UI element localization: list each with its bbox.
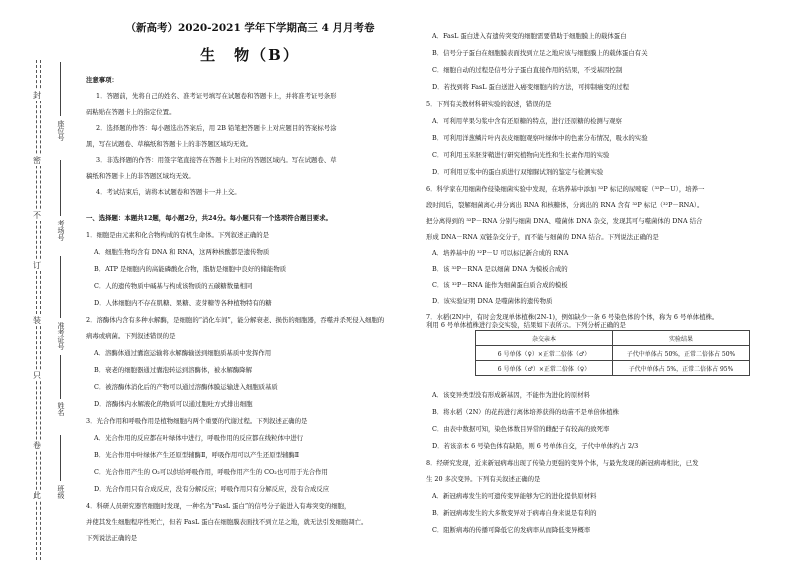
option-line: C．可利用玉米胚芽鞘进行研究植物向光性和生长素作用的实验: [432, 151, 610, 159]
table-cell: 6 号单体（♂）×正常二倍体（♀）: [476, 361, 613, 376]
table-cell: 子代中单体占 5%，正常二倍体占 95%: [613, 361, 750, 376]
option-line: D．该实验证明 DNA 是噬菌体的遗传物质: [432, 297, 553, 305]
admission-number-label: 准考证号: [57, 322, 65, 350]
table-row: [476, 361, 750, 376]
option-line: C．细胞自动的过程是信号分子蛋白直接作用的结果，不受基因控制: [432, 66, 623, 74]
option-line: D．可利用豆浆中的蛋白质进行双缩脲试剂的鉴定与检测实验: [432, 168, 604, 176]
note-line: 3．非选择题的作答：用签字笔直接答在答题卡上对应的答题区域内。写在试题卷、草: [96, 156, 337, 164]
option-line: C．人的遗传物质中碱基与构成该物质的五碳糖数量相同: [94, 282, 253, 290]
option-line: B．新冠病毒发生的大多数变异对于病毒自身来说是有利的: [432, 509, 597, 517]
binding-margin: [14, 60, 76, 560]
class-label: 班级: [57, 485, 65, 499]
table-cell: 6 号单体（♀）×正常二倍体（♂）: [476, 346, 613, 361]
table-header-cell: 杂交亲本: [476, 331, 613, 346]
note-line: 黑，写在试题卷、草稿纸和答题卡上的非答题区域均无效。: [86, 140, 253, 148]
name-line[interactable]: [60, 355, 61, 399]
question-line: 把分离得到的 ³²P－RNA 分别与细菌 DNA、噬菌体 DNA 杂交，发现其可与噬菌体的 DNA 结合: [426, 217, 703, 225]
section-heading: 一、选择题：本题共12题，每小题2分，共24分。每小题只有一个选项符合题目要求。: [86, 214, 332, 222]
question-line: 生 20 多次变异。下列有关叙述正确的是: [426, 475, 541, 483]
option-line: A．FasL 蛋白进入有遗传突变的细胞需要借助于细胞膜上的载体蛋白: [432, 32, 627, 40]
question-line: 利用 6 号单体植株进行杂交实验，结果如下表所示。下列分析正确的是: [426, 321, 626, 329]
seat-number-line[interactable]: [60, 62, 61, 116]
option-line: C．被溶酶体消化后的产物可以通过溶酶体膜运输进入细胞质基质: [94, 383, 278, 391]
question-line: 3．光合作用和呼吸作用是植物细胞内两个重要的代谢过程。下列叙述正确的是: [86, 417, 308, 425]
option-line: D．溶酶体内水解液化的物质可以通过胞吐方式排出细胞: [94, 400, 253, 408]
option-line: B．信号分子蛋白在细胞膜表面找到立足之地应该与细胞膜上的载体蛋白有关: [432, 49, 648, 57]
seal-char: 订: [33, 261, 41, 270]
note-line: 2．选择题的作答：每小题选出答案后，用 2B 铅笔把答题卡上对应题目的答案标号涂: [96, 124, 337, 132]
class-line[interactable]: [60, 435, 61, 481]
option-line: A．光合作用的反应都在叶绿体中进行，呼吸作用的反应都在线粒体中进行: [94, 434, 304, 442]
option-line: B．该 ³²P－RNA 是以细菌 DNA 为模板合成的: [432, 265, 568, 273]
table-header-cell: 实验结果: [613, 331, 750, 346]
note-line: 4．考试结束后，请将本试题卷和答题卡一并上交。: [96, 188, 241, 196]
table-header-row: [476, 331, 750, 346]
question-line: 病毒或病菌。下列叙述错误的是: [86, 332, 176, 340]
option-line: B．光合作用中叶绿体产生还原型辅酶Ⅱ，呼吸作用可以产生还原型辅酶Ⅱ: [94, 451, 300, 459]
seal-char: 不: [33, 211, 41, 220]
question-line: 4．科研人员研究器官细胞时发现，一种名为“FasL 蛋白”的信号分子能进入有毒突变的细胞，: [86, 502, 351, 510]
question-line: 段时间后，裂解细菌离心并分离出 RNA 和核糖体，分离出的 RNA 含有 ³²P 标记（³²P－RNA）。: [426, 201, 704, 209]
question-line: 6．科学家在用细菌作侵染细菌实验中发现，在培养基中添加 ³²P 标记的尿嘧啶（³²P－U），培养一: [426, 185, 705, 193]
question-line: 形成 DNA－RNA 双链杂交分子，而不能与细菌的 DNA 结合。下列说法正确的是: [426, 233, 659, 241]
option-line: B．ATP 是细胞内的高能磷酸化合物，脂肪是细胞中良好的储能物质: [94, 265, 287, 273]
exam-room-label: 考场号: [57, 220, 65, 241]
note-line: 稿纸和答题卡上的非答题区域均无效。: [86, 172, 195, 180]
note-line: 1．答题前，先将自己的姓名、准考证号填写在试题卷和答题卡上，并将准考证号条形: [96, 92, 337, 100]
option-line: A．该变异类型没有形成新基因，不能作为进化的原材料: [432, 391, 590, 399]
option-line: A．溶酶体通过囊泡运输将水解酶输送到细胞质基质中发挥作用: [94, 349, 272, 357]
admission-number-line[interactable]: [60, 256, 61, 318]
seal-char: 卷: [33, 441, 41, 450]
option-line: D．若该亲本 6 号染色体有缺陷，则 6 号单体自交，子代中单体约占 2/3: [432, 442, 639, 450]
cross-result-table: [475, 330, 750, 376]
option-line: A．培养基中的 ³²P－U 可以标记新合成的 RNA: [432, 249, 569, 257]
option-line: A．新冠病毒发生的可遗传变异能够为它的进化提供原材料: [432, 492, 597, 500]
seal-char: 封: [33, 91, 41, 100]
table-cell: 子代中单体占 50%，正常二倍体占 50%: [613, 346, 750, 361]
option-line: C．该 ³²P－RNA 能作为细菌蛋白质合成的模板: [432, 281, 568, 289]
table-row: [476, 346, 750, 361]
option-line: C．光合作用产生的 O₂可以供给呼吸作用，呼吸作用产生的 CO₂也可用于光合作用: [94, 468, 328, 476]
exam-room-line[interactable]: [60, 160, 61, 216]
option-line: A．可利用苹果匀浆中含有还原糖的特点，进行还原糖的检测与观察: [432, 117, 622, 125]
note-line: 码粘贴在答题卡上的指定位置。: [86, 108, 176, 116]
option-line: C．由表中数据可知，染色体数目异常的雌配子有较高的致死率: [432, 425, 610, 433]
exam-title: （新高考）2020-2021 学年下学期高三 4 月月考卷: [125, 22, 375, 34]
question-line: 2．溶酶体内含有多种水解酶，是细胞的“消化车间”，能分解衰老、损伤的细胞器，吞噬并杀死侵入细胞的: [86, 316, 385, 324]
seat-number-label: 座位号: [57, 120, 65, 141]
question-line: 下列说法正确的是: [86, 534, 138, 542]
notes-heading: 注意事项：: [86, 76, 118, 84]
option-line: D．人体细胞内不存在肌糖、果糖、麦芽糖等各种植物特有的糖: [94, 299, 272, 307]
option-line: D．光合作用只有合成反应，没有分解反应；呼吸作用只有分解反应，没有合成反应: [94, 485, 330, 493]
option-line: A．细胞生物均含有 DNA 和 RNA，这两种核酸都是遗传物质: [94, 248, 270, 256]
question-line: 5．下列有关教材科研实验的叙述，错误的是: [426, 100, 552, 108]
question-line: 1．细胞是由元素和化合物构成的有机生命体。下列叙述正确的是: [86, 231, 270, 239]
seal-char: 只: [33, 371, 41, 380]
seal-char: 此: [33, 491, 41, 500]
seal-char: 装: [33, 316, 41, 325]
option-line: B．可利用洋葱鳞片叶内表皮细胞观察叶绿体中的色素分布情况，吸水的实验: [432, 134, 648, 142]
question-line: 7．水稻(2N)中，有时会发现单体植株(2N-1)，例如缺少一条 6 号染色体的个体，称为 6 号单体植株。: [426, 313, 719, 321]
seal-dashed-line-2: [40, 60, 41, 560]
question-line: 并使其发生细胞程序性死亡，但若 FasL 蛋白在细胞膜表面找不到立足之地，就无法引发细胞凋亡。: [86, 518, 368, 526]
option-line: D．若找到将 FasL 蛋白送进入癌变细胞内的方法，可抑制癌变的过程: [432, 83, 630, 91]
seal-char: 密: [33, 156, 41, 165]
subject-title: 生 物（B）: [200, 46, 300, 64]
question-line: 8．经研究发现，近来新冠病毒出现了传染力更强的变异个体，与最先发现的新冠病毒相比，已发: [426, 459, 699, 467]
option-line: C．阻断病毒的传播可降低它的发病率从而降低变异概率: [432, 526, 591, 534]
option-line: B．将水稻（2N）的花药进行离体培养获得的幼苗不是单倍体植株: [432, 408, 619, 416]
name-label: 姓名: [57, 402, 65, 416]
seal-dashed-line: [36, 60, 37, 560]
option-line: B．衰老的细胞器通过囊泡转运到溶酶体，被水解酶降解: [94, 366, 253, 374]
